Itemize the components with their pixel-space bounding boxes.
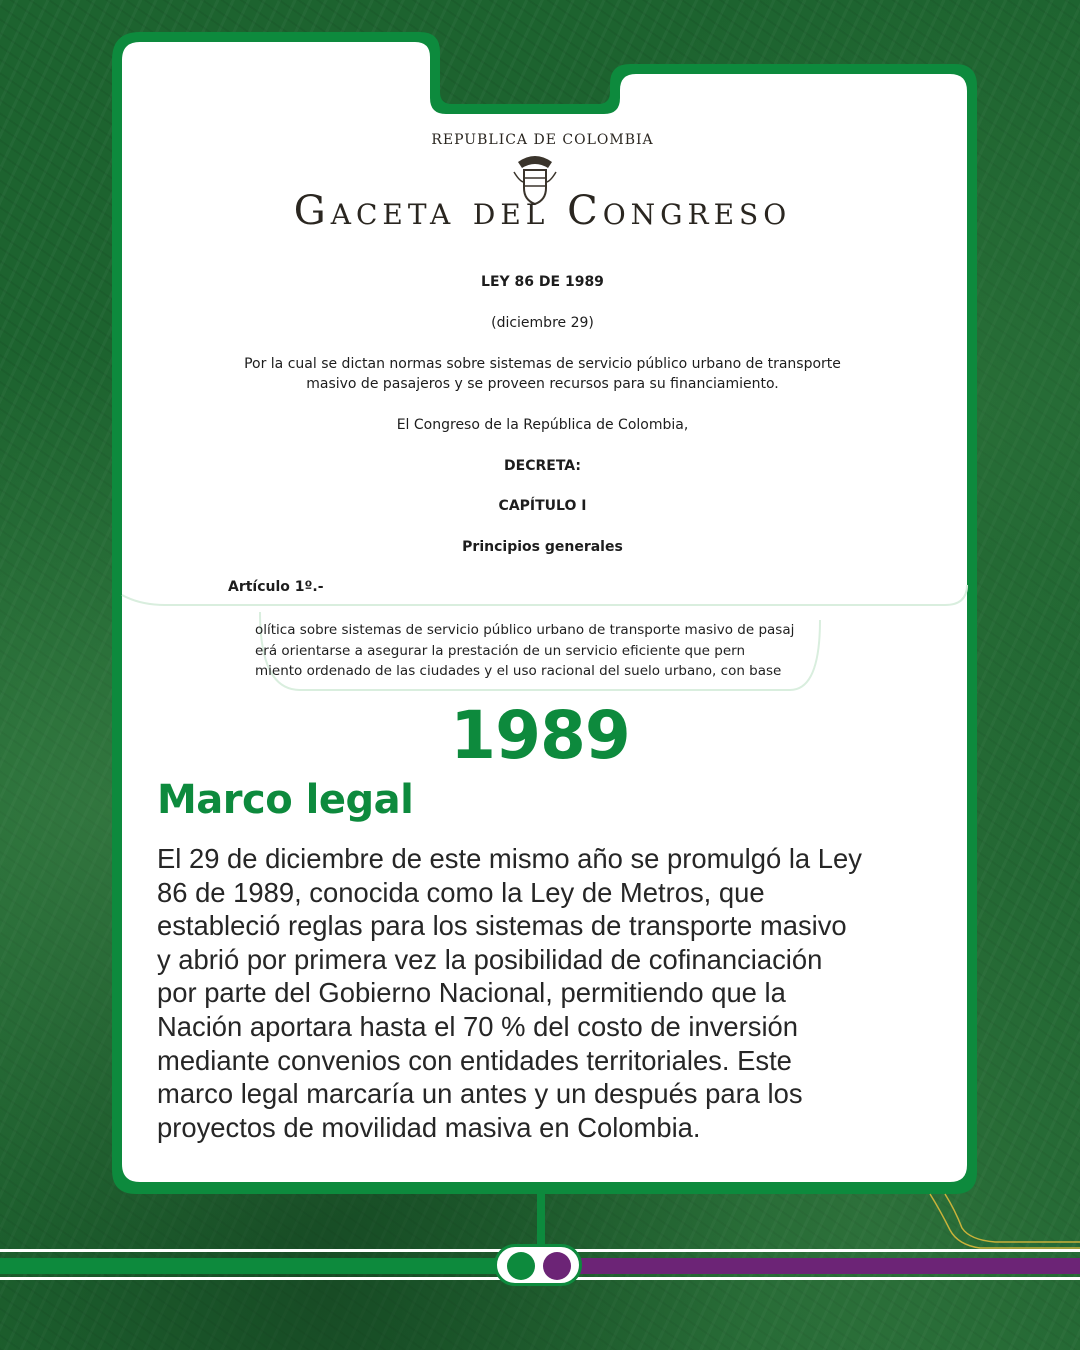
gazette-title: Gaceta del Congreso	[293, 188, 792, 234]
snippet-line-2: erá orientarse a asegurar la prestación de un servicio eficiente que pern	[255, 642, 746, 659]
chapter-label: CAPÍTULO I	[498, 498, 587, 514]
timeline-bar-purple	[580, 1258, 1080, 1274]
body-line: proyectos de movilidad masiva en Colombia.	[157, 1111, 701, 1143]
law-summary-line-1: Por la cual se dictan normas sobre sistemas de servicio público urbano de transporte	[244, 356, 841, 372]
body-line: estableció reglas para los sistemas de transporte masivo	[157, 910, 847, 942]
body-line: 86 de 1989, conocida como la Ley de Metros, que	[157, 876, 765, 908]
congress-line: El Congreso de la República de Colombia,	[396, 417, 689, 433]
section-heading: Marco legal	[157, 777, 414, 823]
snippet-line-1: olítica sobre sistemas de servicio público urbano de transporte masivo de pasaj	[255, 622, 795, 638]
principles-label: Principios generales	[462, 539, 623, 555]
body-line: mediante convenios con entidades territoriales. Este	[157, 1044, 792, 1076]
law-summary-line-2: masivo de pasajeros y se proveen recursos para su financiamiento.	[306, 376, 779, 392]
body-line: Nación aportara hasta el 70 % del costo de inversión	[157, 1010, 799, 1042]
year-title: 1989	[450, 697, 630, 774]
body-line: marco legal marcaría un antes y un después para los	[157, 1078, 803, 1110]
body-line: por parte del Gobierno Nacional, permitiendo que la	[157, 977, 786, 1009]
timeline-marker	[494, 1244, 582, 1286]
article-label: Artículo 1º.-	[228, 579, 324, 595]
law-date: (diciembre 29)	[491, 315, 594, 331]
green-dot-icon	[507, 1252, 535, 1280]
body-line: y abrió por primera vez la posibilidad de cofinanciación	[157, 943, 823, 975]
body-line: El 29 de diciembre de este mismo año se promulgó la Ley	[157, 843, 862, 874]
card-connector	[537, 1190, 545, 1246]
snippet-line-3: miento ordenado de las ciudades y el uso racional del suelo urbano, con base	[255, 663, 782, 679]
law-title: LEY 86 DE 1989	[481, 274, 604, 290]
timeline-bar-green	[0, 1258, 500, 1274]
decreta-label: DECRETA:	[504, 458, 581, 474]
purple-dot-icon	[543, 1252, 571, 1280]
republic-header: REPUBLICA DE COLOMBIA	[431, 132, 654, 148]
body-paragraph	[157, 842, 967, 1144]
article-snippet	[255, 620, 810, 682]
